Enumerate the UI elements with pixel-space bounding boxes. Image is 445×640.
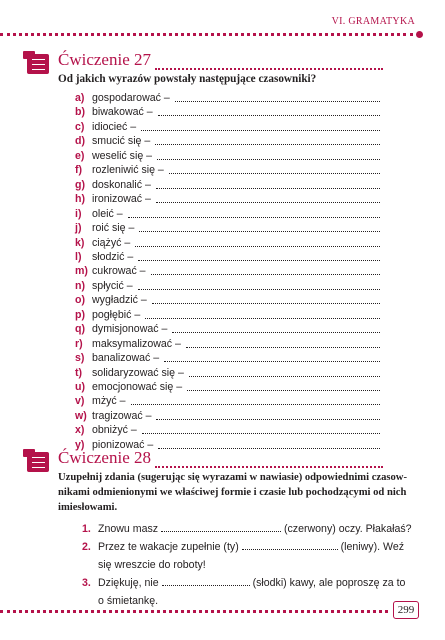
item-number: 1. — [82, 523, 91, 535]
item-word: rozleniwić się – — [92, 164, 164, 177]
answer-blank[interactable] — [175, 101, 380, 102]
item-letter: c) — [75, 120, 85, 133]
item-letter: r) — [75, 337, 83, 350]
item-letter: u) — [75, 381, 85, 393]
answer-blank[interactable] — [138, 260, 380, 261]
item-letter: j) — [75, 222, 82, 235]
item-text-before: Przez te wakacje zupełnie (ty) — [98, 541, 239, 553]
item-letter: a) — [75, 92, 85, 104]
answer-blank[interactable] — [156, 202, 380, 203]
item-letter: b) — [75, 106, 85, 119]
exercise-icon — [27, 54, 49, 74]
item-letter: v) — [75, 395, 85, 408]
item-letter: g) — [75, 178, 85, 191]
footer-divider — [0, 610, 388, 613]
item-letter: w) — [75, 409, 87, 422]
item-letter: i) — [75, 207, 82, 220]
answer-blank[interactable] — [151, 274, 380, 275]
item-text-before: Dziękuję, nie — [98, 577, 159, 589]
exercise-28-item — [82, 520, 412, 538]
answer-blank[interactable] — [157, 159, 380, 160]
answer-blank[interactable] — [131, 404, 380, 405]
answer-blank[interactable] — [162, 575, 250, 586]
chapter-header: VI. GRAMATYKA — [331, 16, 415, 27]
item-word: dymisjonować – — [92, 323, 168, 336]
answer-blank[interactable] — [152, 303, 380, 304]
exercise-27-instruction: Od jakich wyrazów powstały następujące czasowniki? — [58, 73, 317, 85]
item-letter: d) — [75, 135, 85, 148]
exercise-28-title: Ćwiczenie 28 — [58, 448, 151, 467]
item-text-before: Znowu masz — [98, 523, 159, 535]
item-continuation: o śmietankę. — [98, 595, 159, 607]
title-divider — [155, 466, 383, 468]
item-word: roić się – — [92, 222, 135, 235]
item-letter: q) — [75, 323, 85, 336]
item-letter: o) — [75, 294, 85, 307]
answer-blank[interactable] — [135, 246, 380, 247]
answer-blank[interactable] — [128, 217, 380, 218]
item-text-after: (słodki) kawy, ale poproszę za to — [252, 577, 406, 589]
answer-blank[interactable] — [187, 390, 380, 391]
answer-blank[interactable] — [156, 188, 380, 189]
title-divider — [155, 68, 383, 70]
item-letter: e) — [75, 149, 85, 162]
item-word: doskonalić – — [92, 178, 151, 191]
exercise-28-instruction-line: nikami odmienionymi we właściwej formie i czasie lub pochodzącymi od nich — [58, 487, 407, 498]
answer-blank[interactable] — [158, 448, 380, 449]
item-word: weselić się – — [92, 149, 153, 162]
item-word: biwakować – — [92, 106, 153, 119]
item-word: wygładzić – — [92, 294, 147, 307]
answer-blank[interactable] — [172, 332, 380, 333]
item-letter: k) — [75, 236, 85, 249]
item-word: maksymalizować – — [92, 337, 181, 350]
item-word: mżyć – — [92, 395, 126, 408]
answer-blank[interactable] — [164, 361, 380, 362]
page-number: 299 — [393, 601, 419, 619]
answer-blank[interactable] — [156, 419, 380, 420]
item-word: gospodarować – — [92, 92, 170, 104]
answer-blank[interactable] — [141, 130, 380, 131]
item-text-after: (czerwony) oczy. Płakałaś? — [283, 523, 412, 535]
item-word: pogłębić – — [92, 308, 141, 321]
item-number: 3. — [82, 577, 91, 589]
answer-blank[interactable] — [155, 144, 380, 145]
item-letter: h) — [75, 193, 85, 206]
item-continuation: się wreszcie do roboty! — [98, 559, 206, 571]
item-word: smucić się – — [92, 135, 151, 148]
item-word: oleić – — [92, 207, 123, 220]
exercise-28-instruction-line: Uzupełnij zdania (sugerując się wyrazami w nawiasie) odpowiednimi czasow- — [58, 472, 407, 483]
answer-blank[interactable] — [169, 173, 380, 174]
answer-blank[interactable] — [186, 347, 380, 348]
item-letter: x) — [75, 424, 85, 437]
item-letter: f) — [75, 164, 83, 177]
item-word: obniżyć – — [92, 424, 137, 437]
item-letter: t) — [75, 366, 83, 379]
item-letter: p) — [75, 308, 85, 321]
answer-blank[interactable] — [142, 433, 380, 434]
item-letter: l) — [75, 250, 82, 263]
item-letter: y) — [75, 438, 85, 451]
exercise-27-title: Ćwiczenie 27 — [58, 50, 151, 69]
answer-blank[interactable] — [158, 115, 380, 116]
item-letter: s) — [75, 352, 85, 365]
header-divider — [0, 33, 413, 36]
exercise-icon — [27, 452, 49, 472]
exercise-28-item — [82, 574, 405, 592]
item-word: idiocieć – — [92, 120, 137, 133]
item-word: ciążyć – — [92, 236, 131, 249]
answer-blank[interactable] — [189, 376, 380, 377]
answer-blank[interactable] — [139, 231, 380, 232]
item-word: ironizować – — [92, 193, 151, 206]
header-divider-end — [416, 31, 423, 38]
item-word: słodzić – — [92, 250, 134, 263]
answer-blank[interactable] — [145, 318, 380, 319]
item-text-after: (leniwy). Weź — [340, 541, 405, 553]
answer-blank[interactable] — [161, 521, 281, 532]
item-letter: n) — [75, 279, 85, 292]
exercise-28-item — [82, 538, 404, 556]
answer-blank[interactable] — [138, 289, 380, 290]
item-word: banalizować – — [92, 352, 160, 365]
item-word: tragizować – — [92, 409, 152, 422]
item-word: solidaryzować się – — [92, 366, 184, 379]
item-word: pionizować – — [92, 438, 154, 451]
item-word: emocjonować się – — [92, 381, 183, 393]
item-word: cukrować – — [92, 265, 146, 278]
item-number: 2. — [82, 541, 91, 553]
exercise-28-instruction-line: imiesłowami. — [58, 502, 118, 513]
answer-blank[interactable] — [242, 539, 338, 550]
item-letter: m) — [75, 265, 88, 278]
item-word: spłycić – — [92, 279, 133, 292]
